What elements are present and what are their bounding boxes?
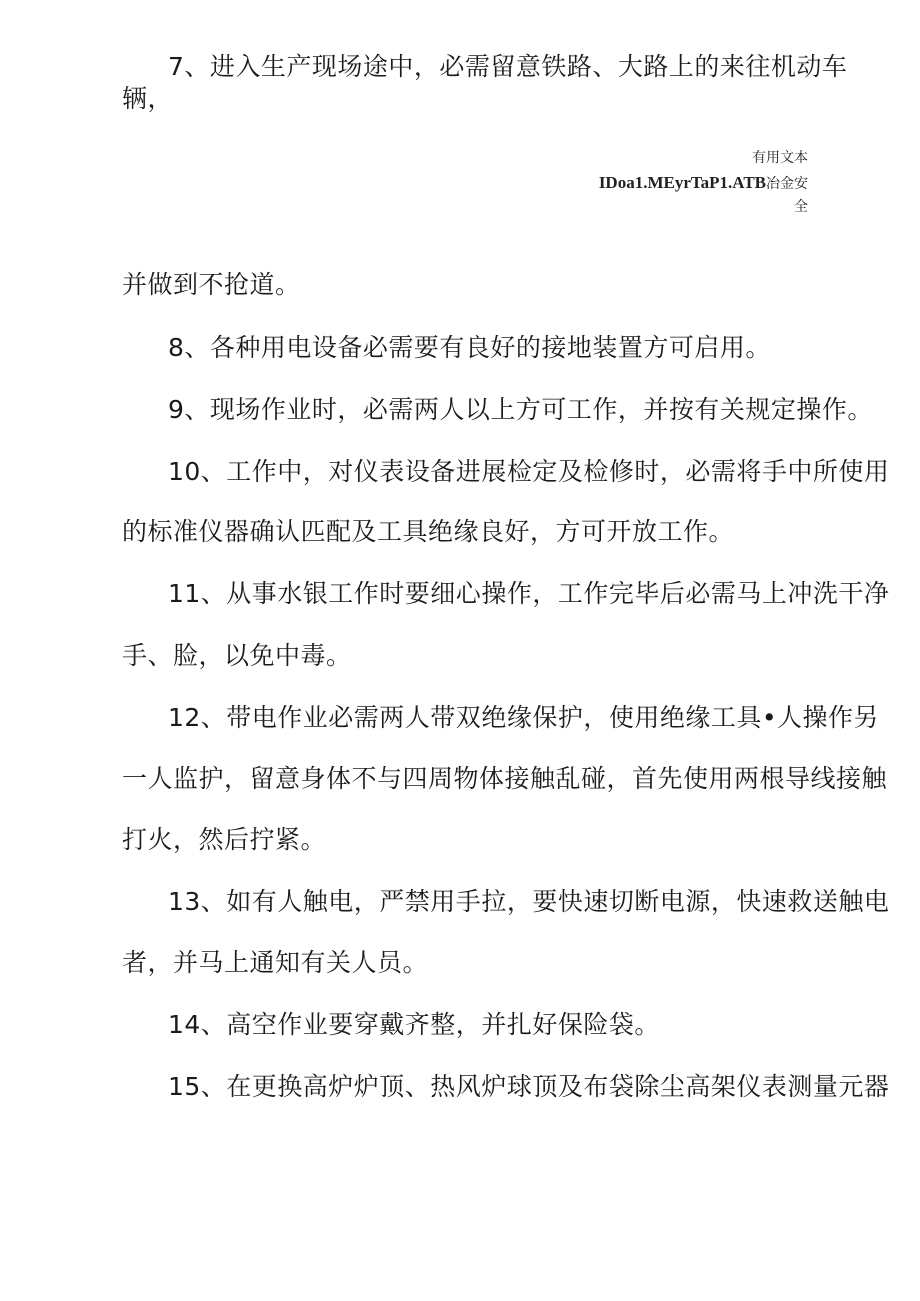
item-11-line-2: 手、脸，以免中毒。 bbox=[122, 641, 352, 670]
item-12-line-2: 一人监护，留意身体不与四周物体接触乱碰，首先使用两根导线接触 bbox=[122, 764, 888, 793]
item-12-line-1: 12、带电作业必需两人带双绝缘保护，使用绝缘工具•人操作另 bbox=[168, 703, 880, 732]
item-13-line-2: 者，并马上通知有关人员。 bbox=[122, 948, 429, 977]
item-13-line-1: 13、如有人触电，严禁用手拉，要快速切断电源，快速救送触电 bbox=[168, 887, 890, 916]
page-header-code-tail: 冶金安 bbox=[766, 176, 808, 192]
item-12-line-3: 打火，然后拧紧。 bbox=[122, 825, 327, 854]
item-7-line-1: 7、进入生产现场途中，必需留意铁路、大路上的来往机动车 bbox=[168, 52, 848, 81]
page-header-label: 有用文本 bbox=[752, 150, 808, 166]
item-7-line-2: 辆， bbox=[122, 84, 174, 113]
page-header-code bbox=[599, 172, 808, 195]
item-11-line-1: 11、从事水银工作时要细心操作，工作完毕后必需马上冲洗干净 bbox=[168, 579, 890, 608]
item-15-line-1: 15、在更换高炉炉顶、热风炉球顶及布袋除尘高架仪表测量元器 bbox=[168, 1072, 890, 1101]
page-header-code-tail-2: 全 bbox=[794, 199, 808, 215]
item-10-line-1: 10、工作中，对仪表设备进展检定及检修时，必需将手中所使用 bbox=[168, 457, 890, 486]
page-header-code-text: IDoa1.MEyrTaP1.ATB bbox=[598, 173, 766, 192]
item-14-line-1: 14、高空作业要穿戴齐整，并扎好保险袋。 bbox=[168, 1010, 660, 1039]
item-7-line-3: 并做到不抢道。 bbox=[122, 270, 301, 299]
item-10-line-2: 的标准仪器确认匹配及工具绝缘良好，方可开放工作。 bbox=[122, 517, 735, 546]
item-9-line-1: 9、现场作业时，必需两人以上方可工作，并按有关规定操作。 bbox=[168, 395, 873, 424]
item-8-line-1: 8、各种用电设备必需要有良好的接地装置方可启用。 bbox=[168, 333, 771, 362]
